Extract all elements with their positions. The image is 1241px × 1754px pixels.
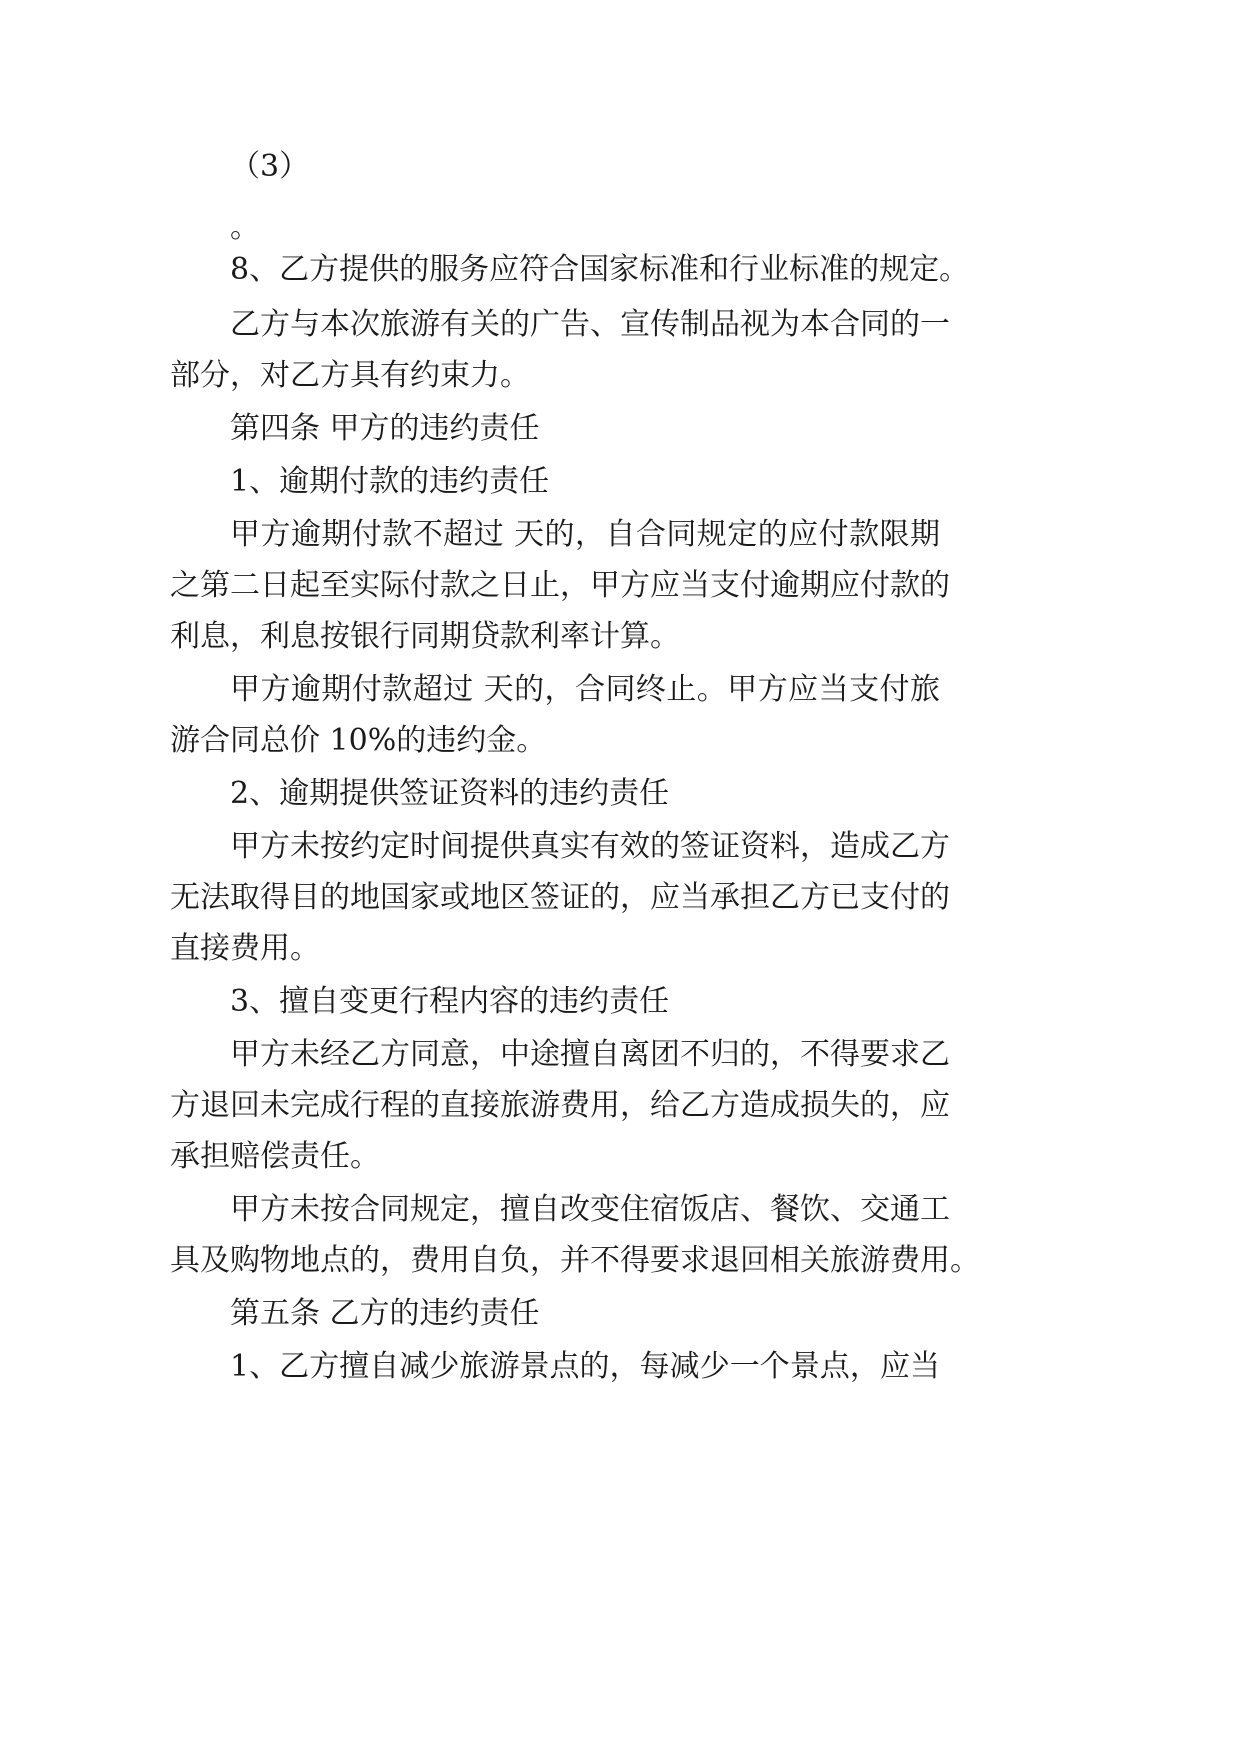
paragraph-line-16: 直接费用。 [170,931,320,966]
section-heading-article-5: 第五条 乙方的违约责任 [230,1296,540,1331]
subheading-late-payment: 1、逾期付款的违约责任 [230,464,550,499]
paragraph-line-1: （3） [230,149,310,184]
paragraph-line-24: 1、乙方擅自减少旅游景点的，每减少一个景点，应当 [230,1349,940,1384]
paragraph-line-20: 承担赔偿责任。 [170,1139,380,1174]
paragraph-line-21: 甲方未按合同规定，擅自改变住宿饭店、餐饮、交通工 [230,1192,950,1227]
paragraph-line-8: 甲方逾期付款不超过 天的，自合同规定的应付款限期 [230,517,940,552]
paragraph-line-22: 具及购物地点的，费用自负，并不得要求退回相关旅游费用。 [170,1243,980,1278]
paragraph-line-14: 甲方未按约定时间提供真实有效的签证资料，造成乙方 [230,829,950,864]
paragraph-line-4: 乙方与本次旅游有关的广告、宣传制品视为本合同的一 [230,307,950,342]
subheading-late-visa-documents: 2、逾期提供签证资料的违约责任 [230,776,670,811]
section-heading-article-4: 第四条 甲方的违约责任 [230,411,540,446]
paragraph-line-9: 之第二日起至实际付款之日止，甲方应当支付逾期应付款的 [170,568,950,603]
paragraph-line-19: 方退回未完成行程的直接旅游费用，给乙方造成损失的，应 [170,1088,950,1123]
subheading-itinerary-change: 3、擅自变更行程内容的违约责任 [230,984,670,1019]
paragraph-line-11: 甲方逾期付款超过 天的，合同终止。甲方应当支付旅 [230,672,940,707]
paragraph-line-12: 游合同总价 10%的违约金。 [170,723,547,758]
paragraph-line-3: 8、乙方提供的服务应符合国家标准和行业标准的规定。 [230,252,970,287]
paragraph-line-10: 利息，利息按银行同期贷款利率计算。 [170,619,680,654]
paragraph-line-15: 无法取得目的地国家或地区签证的，应当承担乙方已支付的 [170,880,950,915]
paragraph-line-18: 甲方未经乙方同意，中途擅自离团不归的，不得要求乙 [230,1037,950,1072]
paragraph-line-5: 部分，对乙方具有约束力。 [170,358,530,393]
paragraph-line-2: 。 [230,210,260,245]
